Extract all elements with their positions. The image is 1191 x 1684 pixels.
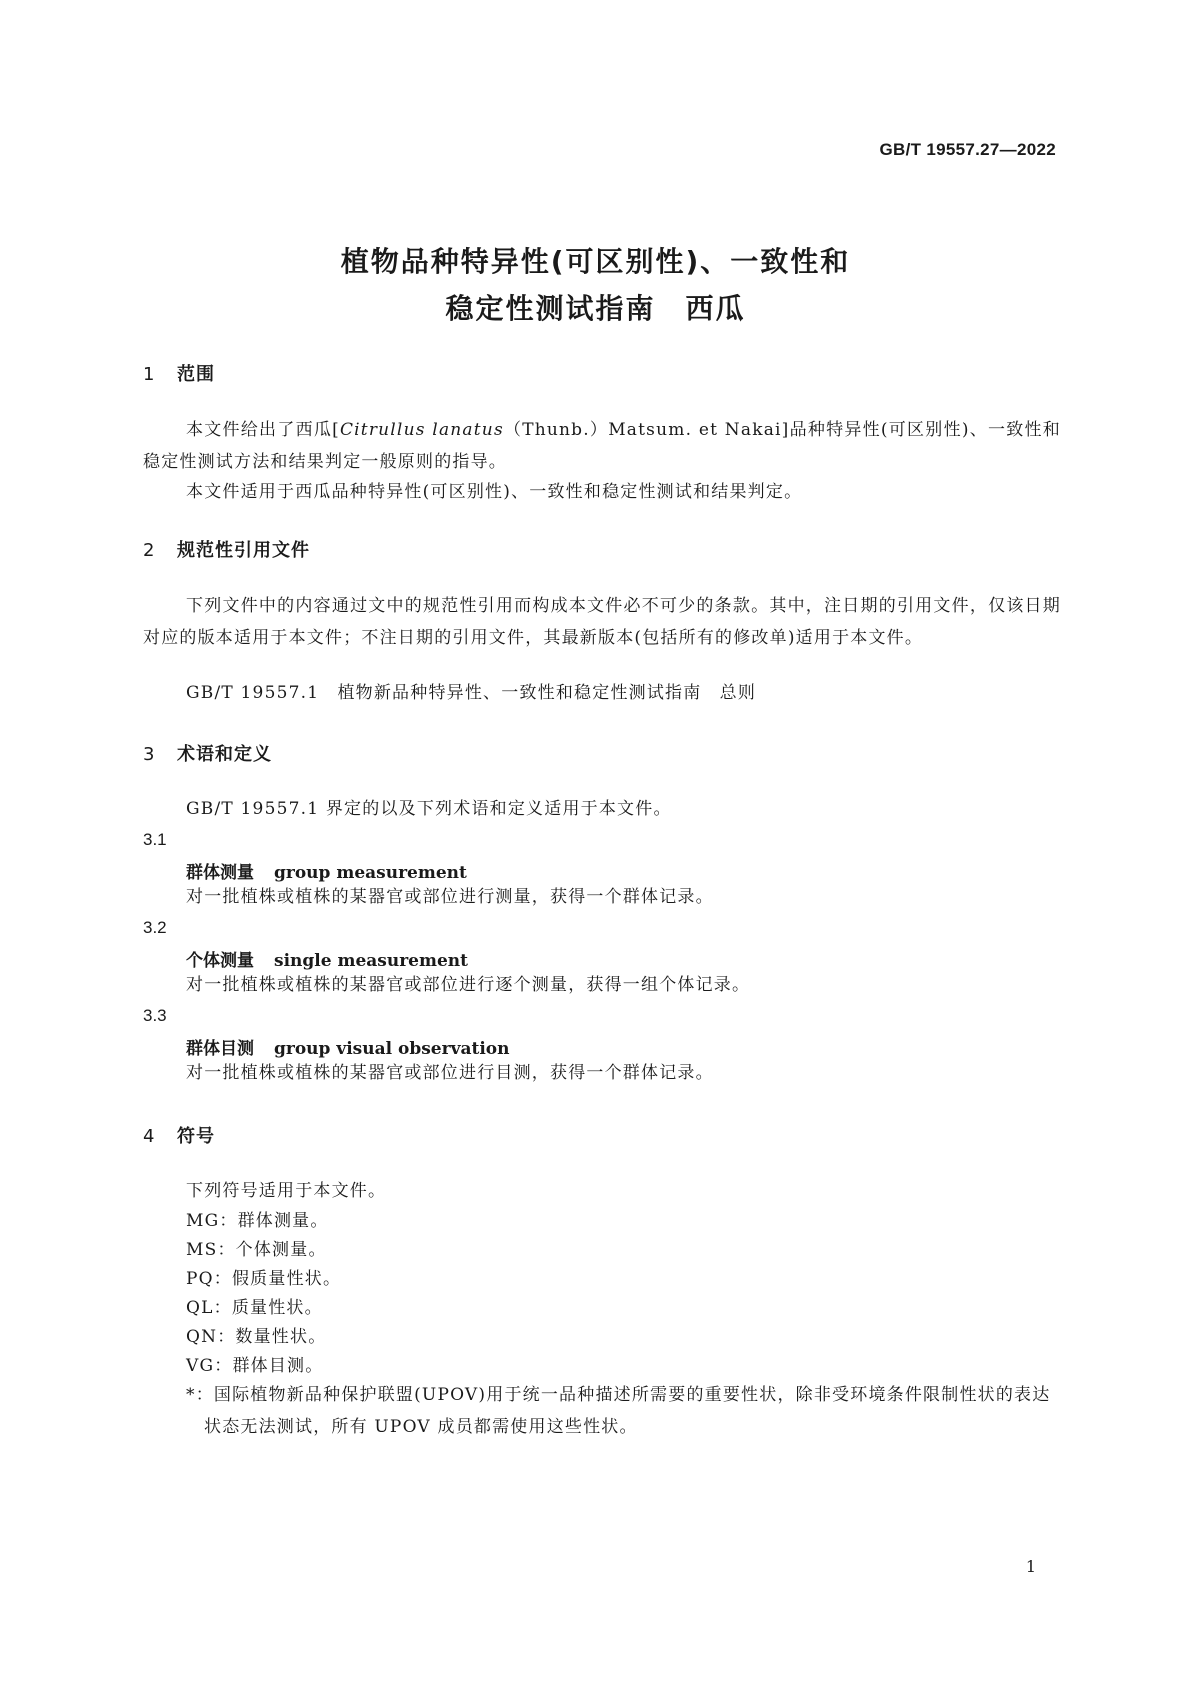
term-zh: 群体测量	[186, 863, 254, 883]
symbol-item: MS：个体测量。	[186, 1240, 327, 1260]
section-3-intro: GB/T 19557.1 界定的以及下列术语和定义适用于本文件。	[186, 799, 672, 819]
section-1-number: 1	[143, 364, 156, 385]
section-1-p1-text-b: （Thunb.）Matsum. et Nakai]品种特异性(可区别性)、一致性和稳定性测试方法和结果判定一般原则的指导。	[143, 420, 1061, 472]
section-4-heading	[143, 1122, 215, 1148]
section-1-paragraph-2: 本文件适用于西瓜品种特异性(可区别性)、一致性和稳定性测试和结果判定。	[186, 482, 803, 502]
term-entry	[186, 946, 468, 971]
document-title-line-1: 植物品种特异性(可区别性)、一致性和	[340, 245, 851, 278]
section-2-title: 规范性引用文件	[177, 540, 310, 561]
standard-code: GB/T 19557.27—2022	[879, 140, 1056, 159]
section-2-paragraph: 下列文件中的内容通过文中的规范性引用而构成本文件必不可少的条款。其中，注日期的引用文件，仅该日期对应的版本适用于本文件；不注日期的引用文件，其最新版本(包括所有的修改单)适用于本文件。	[143, 596, 1061, 648]
section-4-number: 4	[143, 1126, 156, 1147]
section-4-intro: 下列符号适用于本文件。	[186, 1181, 387, 1201]
section-2-number: 2	[143, 540, 156, 561]
normative-reference: GB/T 19557.1 植物新品种特异性、一致性和稳定性测试指南 总则	[186, 683, 757, 703]
clause-number: 3.1	[143, 830, 167, 849]
section-1-title: 范围	[177, 364, 215, 385]
clause-number: 3.2	[143, 918, 167, 937]
section-2-heading	[143, 536, 310, 562]
term-en: group visual observation	[274, 1039, 510, 1059]
section-1-heading	[143, 360, 215, 386]
asterisk-note: *：国际植物新品种保护联盟(UPOV)用于统一品种描述所需要的重要性状，除非受环境条件限制性状的表达状态无法测试，所有 UPOV 成员都需使用这些性状。	[186, 1385, 1051, 1437]
term-zh: 群体目测	[186, 1039, 254, 1059]
term-definition: 对一批植株或植株的某器官或部位进行目测，获得一个群体记录。	[186, 1063, 714, 1083]
section-3-number: 3	[143, 744, 156, 765]
symbol-item: PQ：假质量性状。	[186, 1269, 342, 1289]
section-1-paragraph-1	[143, 414, 1061, 478]
symbol-item: MG：群体测量。	[186, 1211, 329, 1231]
species-latin-name: Citrullus lanatus	[339, 420, 504, 440]
term-en: group measurement	[274, 863, 467, 883]
section-3-title: 术语和定义	[177, 744, 272, 765]
section-3-heading	[143, 740, 272, 766]
document-title-line-2: 稳定性测试指南 西瓜	[445, 292, 746, 325]
symbol-item: QL：质量性状。	[186, 1298, 323, 1318]
page-number: 1	[1025, 1557, 1036, 1576]
term-zh: 个体测量	[186, 951, 254, 971]
section-1-p1-text-a: 本文件给出了西瓜[	[186, 420, 340, 440]
term-en: single measurement	[274, 951, 469, 971]
term-entry	[186, 1034, 509, 1059]
clause-number: 3.3	[143, 1006, 167, 1025]
symbol-item: VG：群体目测。	[186, 1356, 324, 1376]
section-4-title: 符号	[177, 1126, 215, 1147]
symbol-item: QN：数量性状。	[186, 1327, 327, 1347]
term-definition: 对一批植株或植株的某器官或部位进行测量，获得一个群体记录。	[186, 887, 714, 907]
term-definition: 对一批植株或植株的某器官或部位进行逐个测量，获得一组个体记录。	[186, 975, 751, 995]
term-entry	[186, 858, 467, 883]
